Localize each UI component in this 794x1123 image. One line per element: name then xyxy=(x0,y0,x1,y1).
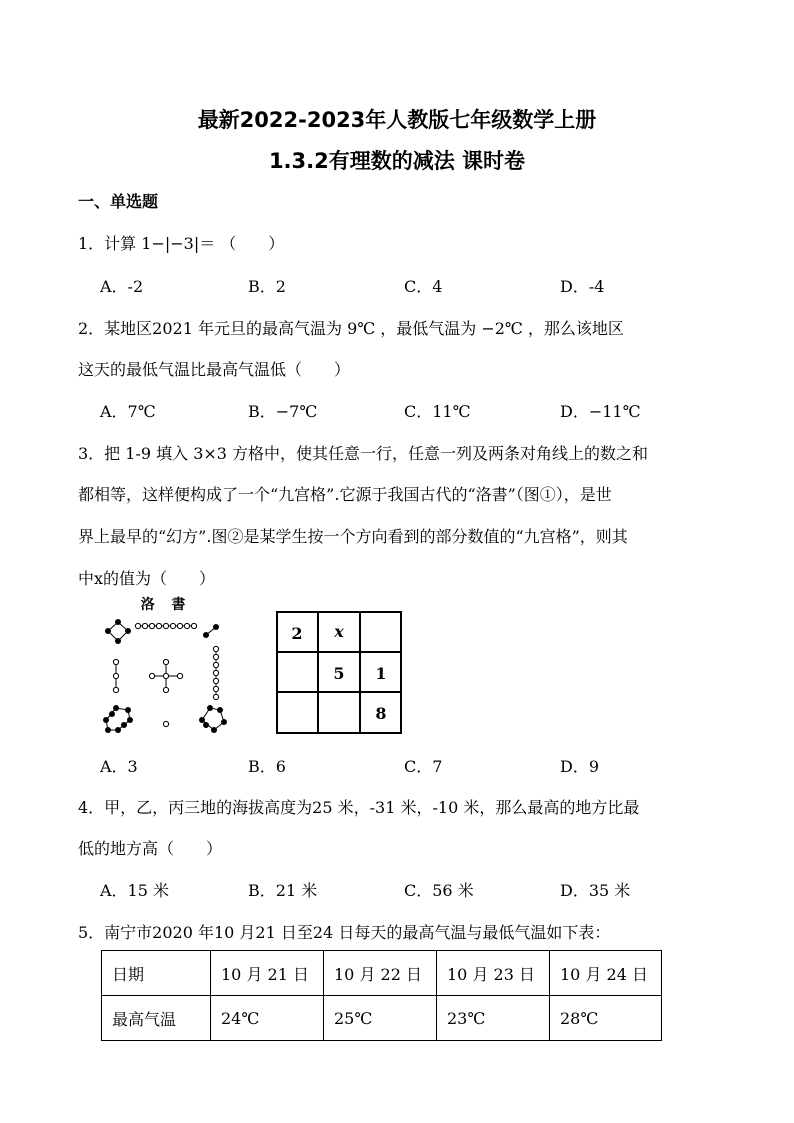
table-cell: 23℃ xyxy=(437,996,550,1041)
table-row xyxy=(102,951,662,996)
table-header-cell: 10 月 21 日 xyxy=(211,951,324,996)
table-header-cell: 10 月 22 日 xyxy=(324,951,437,996)
q4-option-d: D．35 米 xyxy=(560,881,631,900)
question-2-line-2: 这天的最低气温比最高气温低（ ） xyxy=(78,360,351,379)
section-heading: 一、单选题 xyxy=(78,192,159,211)
q4-option-b: B．21 米 xyxy=(248,881,318,900)
page-title: 最新2022-2023年人教版七年级数学上册 xyxy=(197,108,597,132)
table-header-cell: 日期 xyxy=(102,951,211,996)
temperature-table xyxy=(101,950,662,1041)
luoshu-figure xyxy=(96,594,240,744)
q1-option-c: C．4 xyxy=(404,277,443,296)
table-header-cell: 10 月 23 日 xyxy=(437,951,550,996)
grid-cell-r3c3: 8 xyxy=(375,704,387,723)
q4-option-a: A．15 米 xyxy=(100,881,170,900)
q3-option-a: A．3 xyxy=(100,757,138,776)
grid-cell-r2c3: 1 xyxy=(375,664,387,683)
q1-option-a: A．-2 xyxy=(100,277,144,296)
question-1-stem: 1．计算 1−|−3|＝ （ ） xyxy=(78,234,285,253)
question-5-line-1: 5．南宁市2020 年10 月21 日至24 日每天的最高气温与最低气温如下表： xyxy=(78,923,611,942)
question-4-line-2: 低的地方高（ ） xyxy=(78,839,223,858)
q2-option-a: A．7℃ xyxy=(100,402,156,421)
table-header-cell: 10 月 24 日 xyxy=(550,951,662,996)
q2-option-d: D．−11℃ xyxy=(560,402,641,421)
q2-option-b: B．−7℃ xyxy=(248,402,318,421)
q3-option-d: D．9 xyxy=(560,757,600,776)
magic-square-grid xyxy=(276,611,402,734)
table-cell: 28℃ xyxy=(550,996,662,1041)
grid-cell-r1c1: 2 xyxy=(291,624,303,643)
q1-option-d: D．-4 xyxy=(560,277,605,296)
grid-cell-r2c2: 5 xyxy=(333,664,345,683)
question-3-line-1: 3．把 1-9 填入 3×3 方格中，使其任意一行，任意一列及两条对角线上的数之和 xyxy=(78,444,649,463)
question-3-line-2: 都相等，这样便构成了一个“九宫格”.它源于我国古代的“洛書”（图①），是世 xyxy=(78,485,612,504)
table-cell: 最高气温 xyxy=(102,996,211,1041)
question-3-line-3: 界上最早的“幻方”.图②是某学生按一个方向看到的部分数值的“九宫格”，则其 xyxy=(78,527,628,546)
question-2-line-1: 2．某地区2021 年元旦的最高气温为 9℃ ，最低气温为 −2℃ ，那么该地区 xyxy=(78,319,624,338)
luoshu-title: 洛 書 xyxy=(140,597,192,613)
q1-option-b: B．2 xyxy=(248,277,286,296)
q2-option-c: C．11℃ xyxy=(404,402,471,421)
table-row xyxy=(102,996,662,1041)
luoshu-dots xyxy=(96,594,240,744)
table-cell: 24℃ xyxy=(211,996,324,1041)
grid-cell-r1c2: x xyxy=(334,622,344,641)
question-4-line-1: 4．甲，乙，丙三地的海拔高度为25 米，-31 米，-10 米，那么最高的地方比最 xyxy=(78,798,640,817)
q3-option-c: C．7 xyxy=(404,757,443,776)
q3-option-b: B．6 xyxy=(248,757,286,776)
page-subtitle: 1.3.2有理数的减法 课时卷 xyxy=(268,149,526,173)
q4-option-c: C．56 米 xyxy=(404,881,474,900)
question-3-line-4: 中x的值为（ ） xyxy=(78,569,216,588)
table-cell: 25℃ xyxy=(324,996,437,1041)
